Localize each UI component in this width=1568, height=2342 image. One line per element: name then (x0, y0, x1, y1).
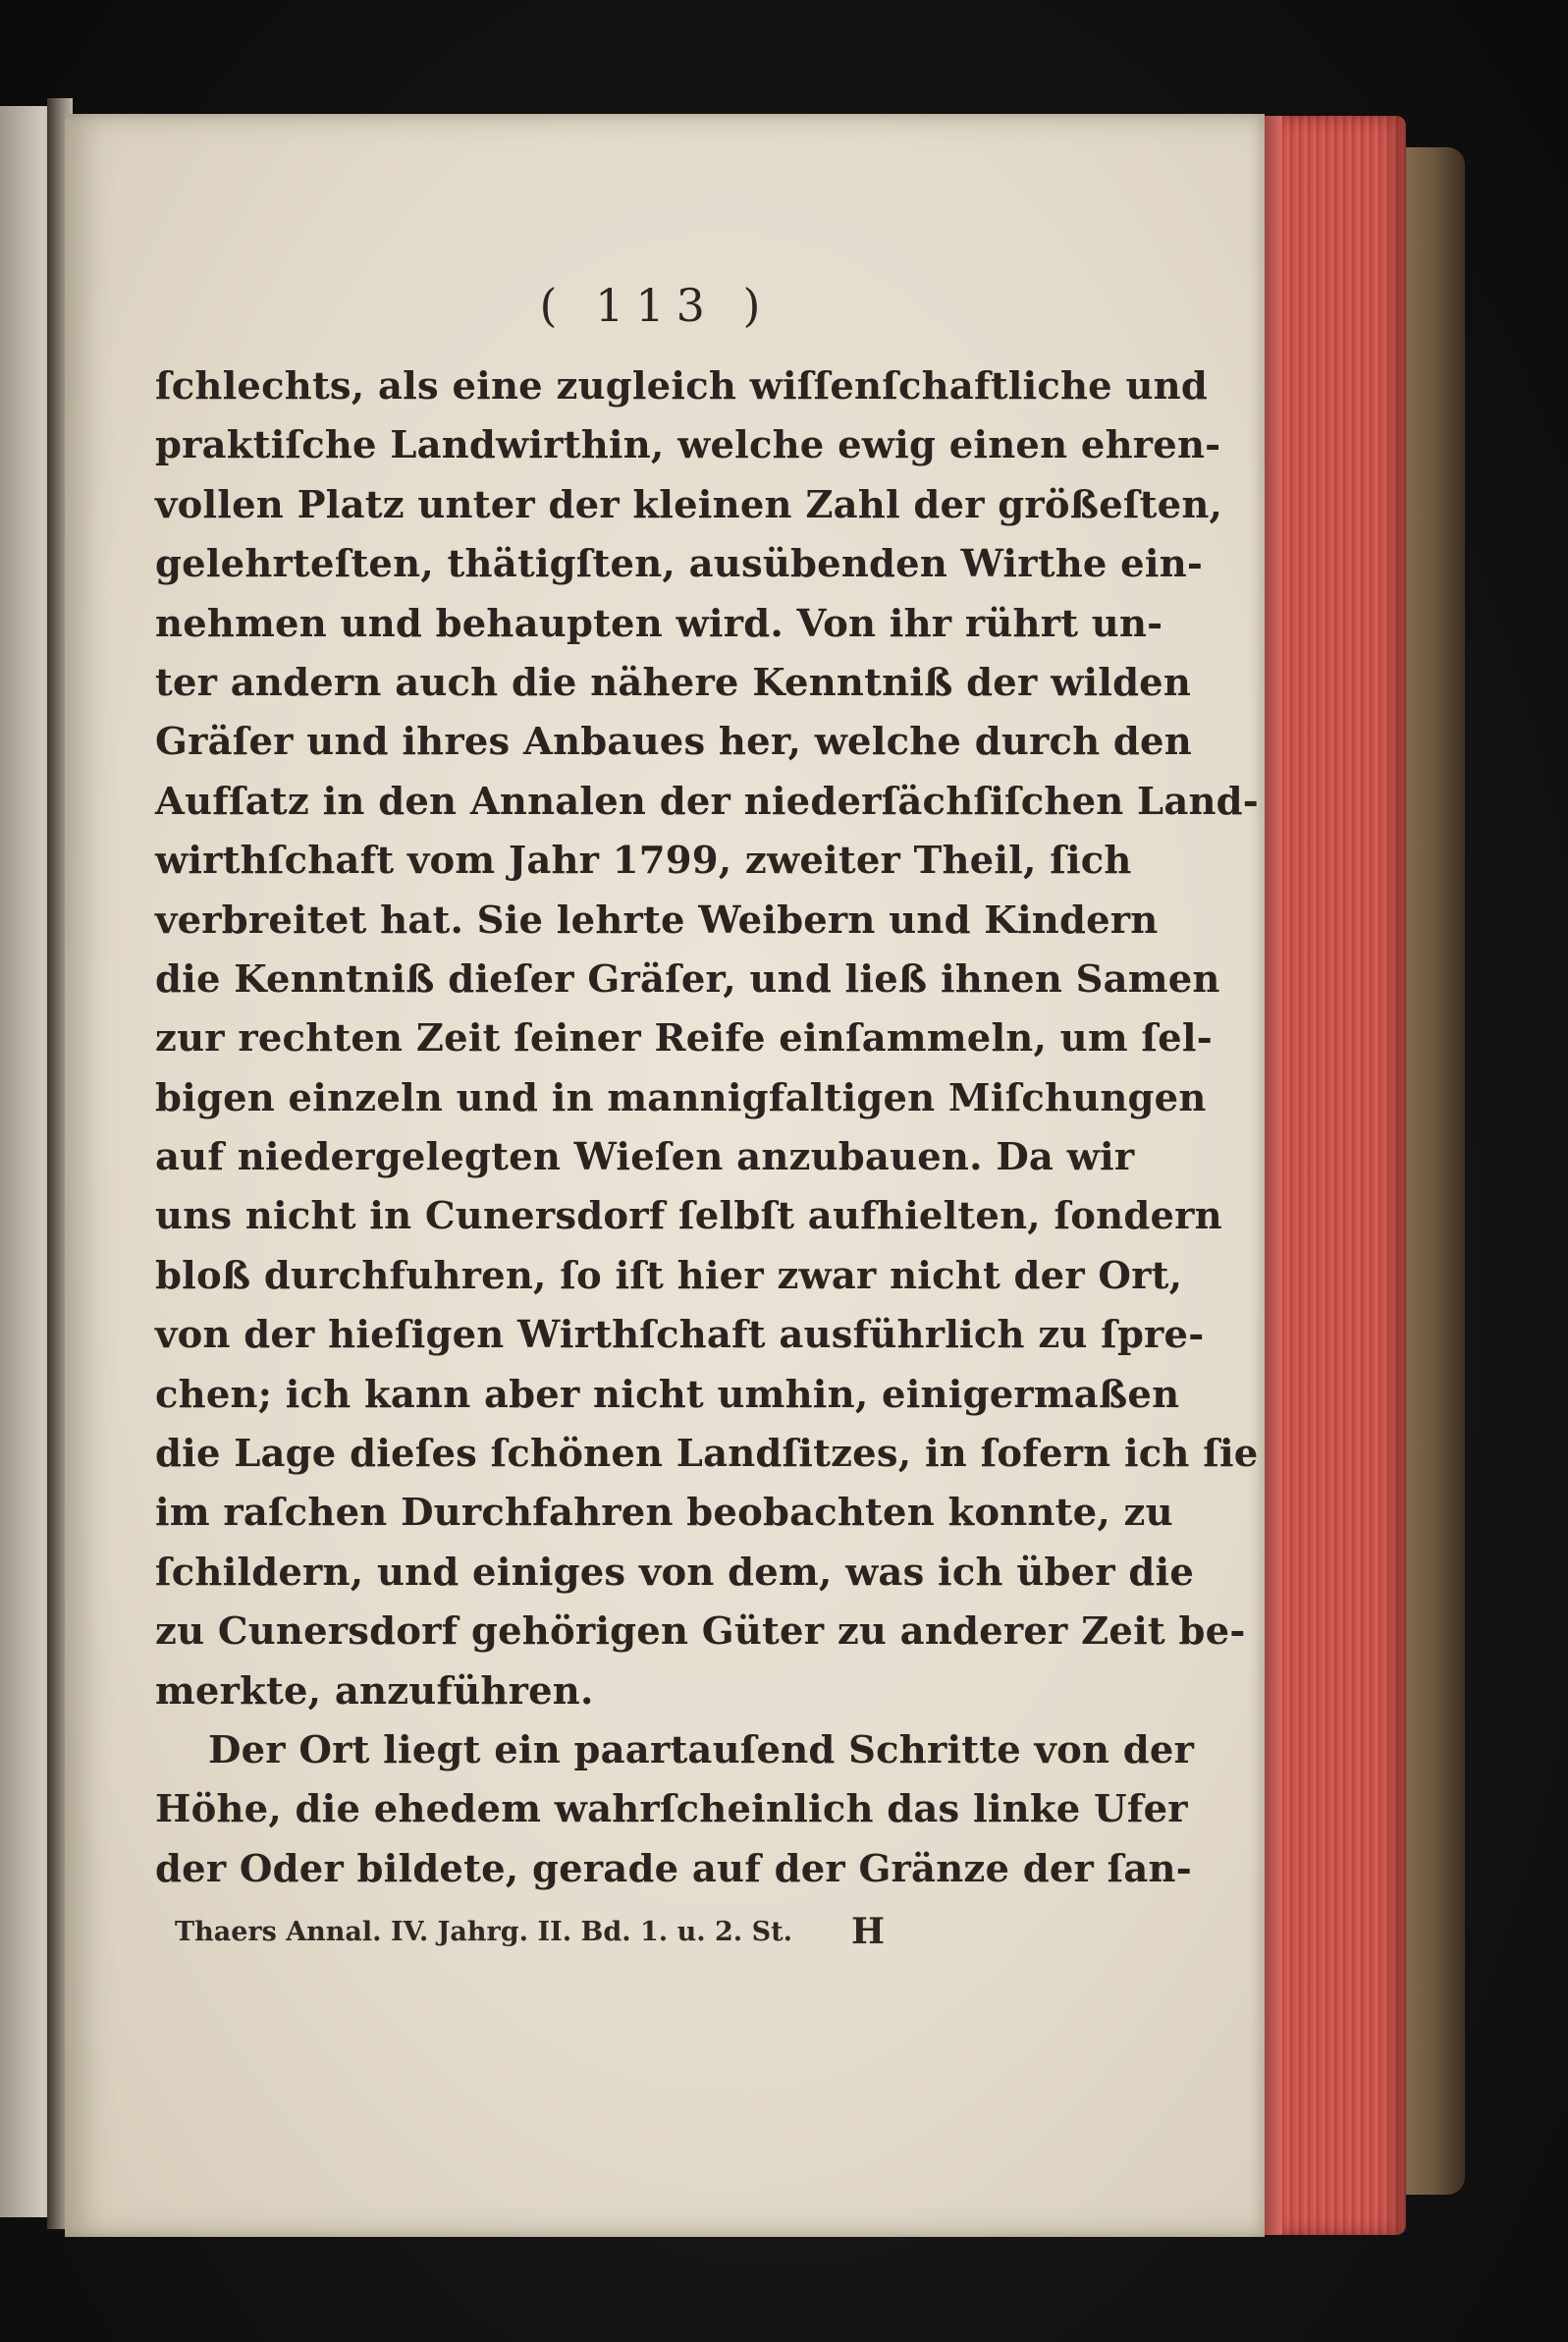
page-footer (155, 1907, 1117, 1956)
text-line: vollen Platz unter der kleinen Zahl der größeſten, (155, 482, 1223, 527)
signature-mark: H (850, 1911, 885, 1953)
text-line: Höhe, die ehedem wahrſcheinlich das linke Ufer (155, 1787, 1188, 1832)
text-line: zur rechten Zeit ſeiner Reife einſammeln, um ſel- (155, 1016, 1213, 1062)
text-line: praktiſche Landwirthin, welche ewig einen ehren- (155, 423, 1221, 468)
text-line: ſchildern, und einiges von dem, was ich über die (155, 1550, 1195, 1595)
text-line: Gräſer und ihres Anbaues her, welche durch den (155, 720, 1192, 765)
text-line: Der Ort liegt ein paartauſend Schritte von der (208, 1727, 1195, 1772)
text-line: zu Cunersdorf gehörigen Güter zu anderer Zeit be- (155, 1609, 1246, 1655)
book-page (65, 114, 1265, 2237)
signature-line: Thaers Annal. IV. Jahrg. II. Bd. 1. u. 2. St. (175, 1916, 792, 1947)
text-line: chen; ich kann aber nicht umhin, einigermaßen (155, 1372, 1180, 1417)
text-line: nehmen und behaupten wird. Von ihr rührt un- (155, 601, 1163, 646)
text-line: von der hieſigen Wirthſchaft ausführlich zu ſpre- (155, 1313, 1205, 1358)
text-line: auf niedergelegten Wieſen anzubauen. Da wir (155, 1135, 1135, 1180)
text-line: verbreitet hat. Sie lehrte Weibern und Kindern (155, 898, 1159, 943)
text-line: ter andern auch die nähere Kenntniß der wilden (155, 660, 1192, 705)
page-number: ( 113 ) (539, 279, 773, 332)
text-line: bloß durchfuhren, ſo iſt hier zwar nicht der Ort, (155, 1253, 1183, 1298)
text-line: bigen einzeln und in mannigfaltigen Miſchungen (155, 1075, 1207, 1120)
text-line: merkte, anzuführen. (155, 1668, 594, 1714)
text-line: die Lage dieſes ſchönen Landſitzes, in ſofern ich ſie (155, 1432, 1259, 1477)
text-line: uns nicht in Cunersdorf ſelbſt aufhielten, ſondern (155, 1194, 1222, 1239)
text-line: im raſchen Durchfahren beobachten konnte, zu (155, 1491, 1173, 1536)
text-line: der Oder bildete, gerade auf der Gränze der ſan- (155, 1846, 1192, 1891)
page-text-block (155, 279, 1259, 1956)
text-line: gelehrteſten, thätigſten, ausübenden Wirthe ein- (155, 542, 1204, 587)
text-line: die Kenntniß dieſer Gräſer, und ließ ihnen Samen (155, 956, 1220, 1002)
text-line: wirthſchaft vom Jahr 1799, zweiter Theil, ſich (155, 839, 1132, 884)
text-line: Aufſatz in den Annalen der niederſächſiſchen Land- (155, 779, 1259, 824)
text-line: ſchlechts, als eine zugleich wiſſenſchaftliche und (155, 364, 1208, 408)
